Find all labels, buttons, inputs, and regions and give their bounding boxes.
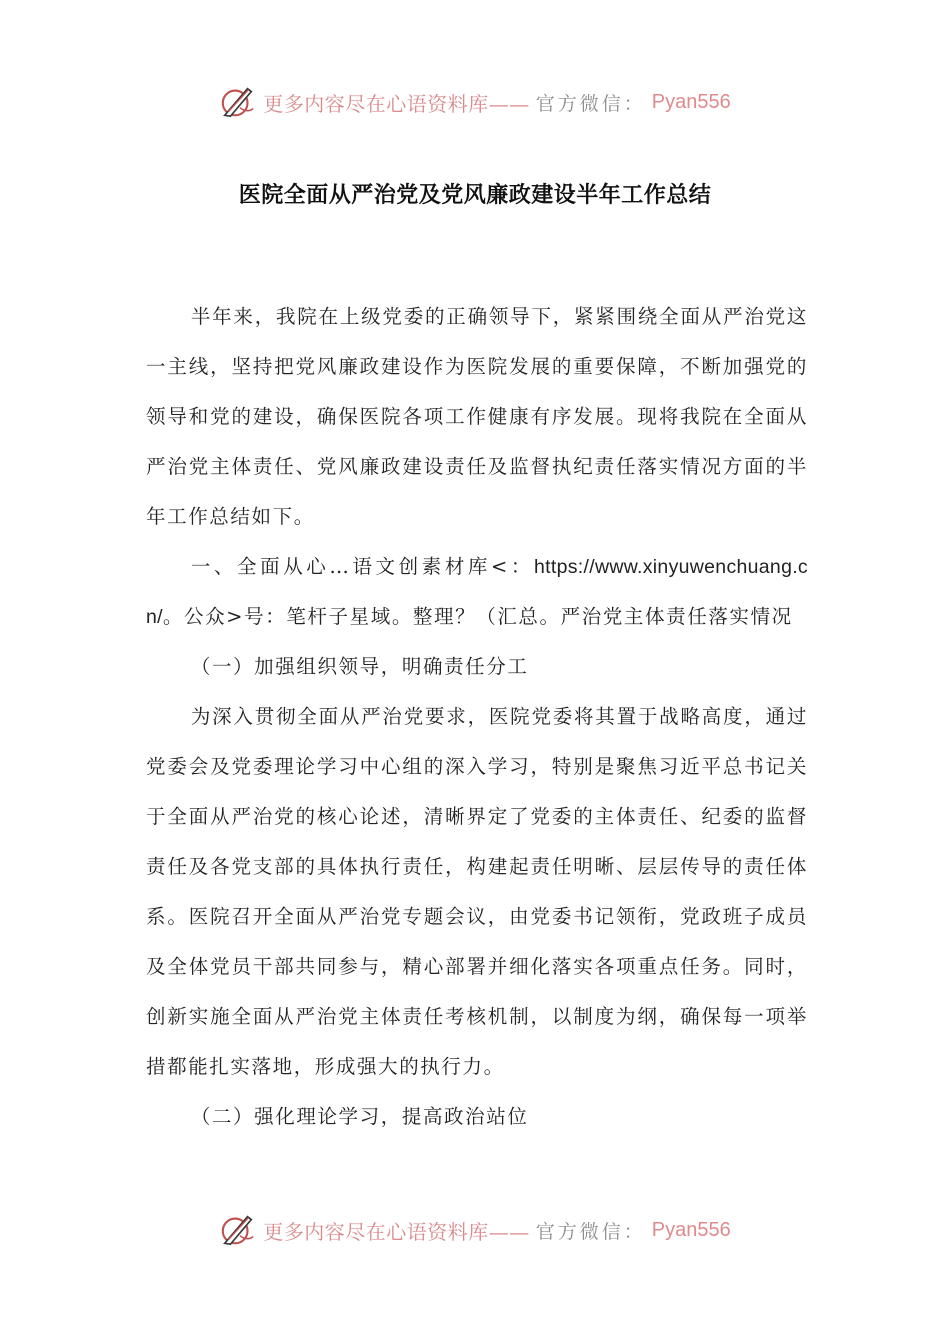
- watermark-brand-text: 更多内容尽在心语资料库——: [263, 1219, 530, 1244]
- intro-paragraph: 半年来，我院在上级党委的正确领导下，紧紧围绕全面从严治党这一主线，坚持把党风廉政建设作为医院发展的重要保障，不断加强党的领导和党的建设，确保医院各项工作健康有序发展。现将我院在全面从严治党主体责任、党风廉政建设责任及监督执纪责任落实情况方面的半年工作总结如下。: [146, 305, 808, 528]
- section-1-url: https://www.xinyuwenchuang.cn/: [146, 556, 808, 628]
- watermark-wechat-label: 官方微信：: [535, 1220, 646, 1243]
- watermark-banner-bottom: [0, 1208, 950, 1252]
- quill-pen-logo-icon: [219, 83, 257, 121]
- quill-pen-logo-icon: [219, 1211, 257, 1249]
- subsection-1-body: 为深入贯彻全面从严治党要求，医院党委将其置于战略高度，通过党委会及党委理论学习中心组的深入学习，特别是聚焦习近平总书记关于全面从严治党的核心论述，清晰界定了党委的主体责任、纪委的监督责任及各党支部的具体执行责任，构建起责任明晰、层层传导的责任体系。医院召开全面从严治党专题会议，由党委书记领衔，党政班子成员及全体党员干部共同参与，精心部署并细化落实各项重点任务。同时，创新实施全面从严治党主体责任考核机制，以制度为纲，确保每一项举措都能扎实落地，形成强大的执行力。: [146, 705, 808, 1078]
- section-1-heading: [146, 542, 808, 642]
- section-1-prefix: 一、全面从心…语文创素材库<：: [190, 555, 535, 578]
- watermark-banner-top: [0, 80, 950, 124]
- watermark-brand-text: 更多内容尽在心语资料库——: [263, 91, 530, 116]
- subsection-1-heading: （一）加强组织领导，明确责任分工: [190, 655, 529, 678]
- watermark-wechat-label: 官方微信：: [535, 92, 646, 115]
- document-body: [146, 292, 808, 1142]
- watermark-wechat-id: Pyan556: [651, 1218, 731, 1241]
- section-1-suffix: 。公众>号：笔杆子星域。整理？（汇总。严治党主体责任落实情况: [162, 605, 793, 628]
- document-title: 医院全面从严治党及党风廉政建设半年工作总结: [238, 183, 712, 208]
- watermark-wechat-id: Pyan556: [651, 90, 731, 113]
- subsection-2-heading: （二）强化理论学习，提高政治站位: [190, 1105, 529, 1128]
